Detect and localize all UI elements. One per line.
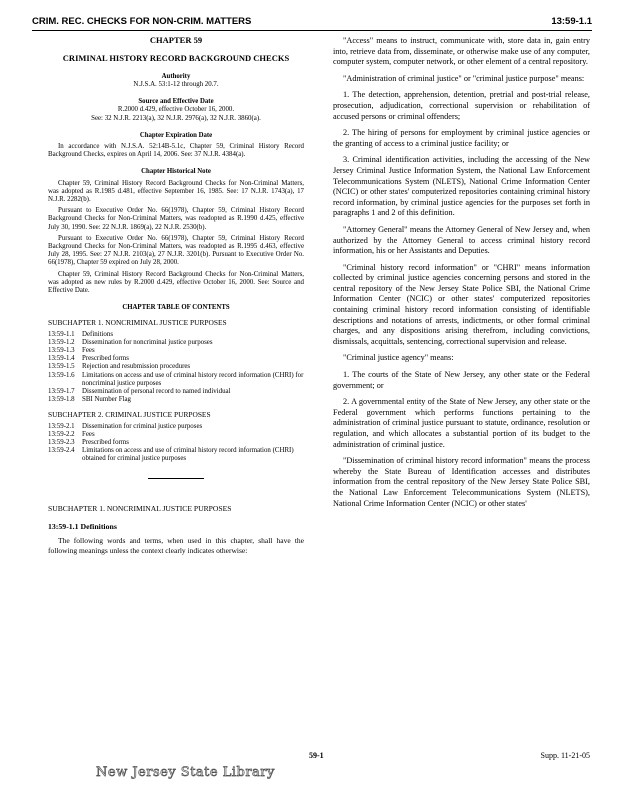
toc-item-number: 13:59-1.7	[48, 388, 75, 395]
toc-item	[48, 423, 304, 431]
toc-subchapter-2: SUBCHAPTER 2. CRIMINAL JUSTICE PURPOSES	[48, 410, 211, 420]
definition-paragraph: "Attorney General" means the Attorney General of New Jersey and, when authorized by the Attorney General to access criminal history record information, his or her Assistants and Deputies.	[333, 224, 590, 256]
toc-item-number: 13:59-1.6	[48, 371, 75, 379]
toc-subchapter-1: SUBCHAPTER 1. NONCRIMINAL JUSTICE PURPOSES	[48, 318, 227, 328]
toc-item-number: 13:59-1.2	[48, 338, 75, 346]
toc-item-number: 13:59-2.2	[48, 430, 75, 438]
historical-note-1: Chapter 59, Criminal History Record Background Checks for Non-Criminal Matters, was adopted as R.1985 d.481, effective September 16, 1985. See: 17 N.J.R. 1743(a), 17 N.J.R. 2282(b).	[48, 179, 304, 203]
toc-item	[48, 331, 304, 339]
toc-item	[48, 388, 304, 396]
definition-paragraph: "Administration of criminal justice" or "criminal justice purpose" means:	[343, 73, 585, 83]
toc-item-title: Dissemination of personal record to named individual	[82, 388, 231, 395]
toc-item-title: Fees	[82, 430, 95, 438]
definition-paragraph: 2. A governmental entity of the State of New Jersey, any other state or the Federal government which performs functions pertaining to the administration of criminal justice pursuant to statute, ordinance, resolution or regulation, and which allocates a substantial portion of its budget to the administration of criminal justice.	[333, 397, 590, 449]
toc-item-title: Fees	[82, 346, 95, 354]
toc-subchapter-2-list	[48, 423, 304, 464]
subchapter-1-heading: SUBCHAPTER 1. NONCRIMINAL JUSTICE PURPOSES	[48, 503, 232, 513]
library-watermark: New Jersey State Library	[96, 765, 275, 780]
running-header	[32, 14, 592, 31]
definition-paragraph: 3. Criminal identification activities, including the accessing of the New Jersey Criminal Justice Information System, the National Law Enforcement Telecommunications System (NLETS), National Crime Information Center (NCIC) or other states' computerized repositories containing criminal history record information, by criminal justice agencies for the purposes set forth in paragraphs 1 and 2 of this definition.	[333, 155, 590, 218]
definition-paragraph: "Dissemination of criminal history record information" means the process whereby the State Bureau of Identification accesses and distributes information from the central repository of the New Jersey State Police SBI, the National Law Enforcement Telecommunications System (NLETS), National Crime Information Center (NCIC) or other states'	[333, 456, 590, 508]
toc-item	[48, 439, 304, 447]
toc-item-number: 13:59-1.5	[48, 363, 75, 371]
expiration-heading: Chapter Expiration Date	[139, 131, 213, 139]
toc-item-number: 13:59-1.4	[48, 355, 75, 363]
toc-item-title: Rejection and resubmission procedures	[82, 363, 191, 371]
left-column	[48, 36, 304, 556]
definition-paragraph: "Access" means to instruct, communicate with, store data in, gain entry into, retrieve data from, disseminate, or otherwise make use of any computer, computer system, computer network, or other element of a central repository.	[333, 36, 590, 67]
source-heading: Source and Effective Date	[138, 98, 214, 106]
definition-paragraph: 2. The hiring of persons for employment by criminal justice agencies or the granting of access to a criminal justice facility; or	[333, 128, 590, 148]
expiration-text: In accordance with N.J.S.A. 52:14B-5.1c, Chapter 59, Criminal History Record Background Checks, expires on April 14, 2006. See: 37 N.J.R. 4384(a).	[48, 142, 304, 159]
toc-item-title: Dissemination for noncriminal justice purposes	[82, 338, 213, 346]
historical-note-heading: Chapter Historical Note	[141, 168, 211, 176]
authority-heading: Authority	[161, 72, 191, 80]
source-line-2: See: 32 N.J.R. 2213(a), 32 N.J.R. 2976(a), 32 N.J.R. 3860(a).	[91, 114, 261, 122]
toc-item	[48, 339, 304, 347]
toc-item-number: 13:59-1.8	[48, 396, 75, 404]
toc-item	[48, 355, 304, 363]
historical-note-3: Pursuant to Executive Order No. 66(1978), Chapter 59, Criminal History Record Background Checks for Non-Criminal Matters, was readopted as R.1995 d.463, effective July 28, 1995. See: 27 N.J.R. 2103(a), 27 N.J.R. 3201(b). Pursuant to Executive Order No. 66(1978), Chapter 59 expired on July 28, 2000.	[48, 234, 304, 267]
historical-note-4: Chapter 59, Criminal History Record Background Checks for Non-Criminal Matters, was adopted as new rules by R.2000 d.429, effective October 16, 2000. See: Source and Effective Date.	[48, 270, 304, 294]
toc-item	[48, 396, 304, 404]
source-line-1: R.2000 d.429, effective October 16, 2000.	[117, 106, 235, 114]
chapter-number: CHAPTER 59	[149, 35, 203, 45]
toc-subchapter-1-list	[48, 331, 304, 405]
toc-item-title: Definitions	[82, 330, 114, 338]
authority-text: N.J.S.A. 53:1-12 through 20.7.	[133, 80, 219, 88]
section-heading: 13:59-1.1 Definitions	[48, 521, 117, 531]
toc-item	[48, 431, 304, 439]
toc-item-number: 13:59-1.1	[48, 330, 75, 338]
historical-note-2: Pursuant to Executive Order No. 66(1978), Chapter 59, Criminal History Record Background Checks for Non-Criminal Matters, was readopted as R.1990 d.425, effective July 30, 1990. See: 22 N.J.R. 1869(a), 22 N.J.R. 2530(b).	[48, 207, 304, 231]
header-title: CRIM. REC. CHECKS FOR NON-CRIM. MATTERS	[32, 16, 252, 27]
definition-paragraph: "Criminal justice agency" means:	[343, 353, 454, 363]
toc-item-number: 13:59-1.3	[48, 346, 75, 354]
chapter-title: CRIMINAL HISTORY RECORD BACKGROUND CHECKS	[62, 53, 290, 64]
toc-item	[48, 363, 304, 371]
toc-item	[48, 372, 304, 388]
toc-item-title: SBI Number Flag	[82, 396, 131, 404]
right-column	[333, 36, 590, 515]
toc-item-title: Prescribed forms	[82, 439, 129, 447]
supplement-date: Supp. 11-21-05	[540, 751, 590, 760]
page-number: 59-1	[309, 751, 324, 760]
toc-item-title: Limitations on access and use of criminal history record information (CHRI) for noncriminal justice purposes	[82, 371, 304, 387]
toc-item-title: Dissemination for criminal justice purposes	[82, 422, 203, 430]
toc-item-number: 13:59-2.1	[48, 422, 75, 430]
toc-item-number: 13:59-2.4	[48, 447, 75, 455]
definition-paragraph: "Criminal history record information" or "CHRI" means information collected by criminal justice agencies concerning persons and stored in the central repository of the New Jersey State Police SBI, the National Crime Information Center (NCIC) or other states' computerized repositories containing criminal history record information consisting of identifiable descriptions and notations of arrests, indictments, or other formal criminal charges, and any dispositions arising therefrom, including convictions, dismissals, acquittals, sentencing, correctional supervision and release.	[333, 262, 590, 346]
toc-item	[48, 347, 304, 355]
section-divider	[148, 478, 204, 479]
toc-heading: CHAPTER TABLE OF CONTENTS	[122, 304, 230, 312]
definition-paragraph: 1. The detection, apprehension, detention, pretrial and post-trial release, prosecution, adjudication, correctional supervision or rehabilitation of accused persons or criminal offenders;	[333, 90, 590, 121]
header-section-number: 13:59-1.1	[551, 16, 592, 27]
toc-item-title: Limitations on access and use of criminal history record information (CHRI) obtained for criminal justice purposes	[82, 447, 294, 463]
section-intro: The following words and terms, when used in this chapter, shall have the following meanings unless the context clearly indicates otherwise:	[48, 536, 304, 556]
toc-item-number: 13:59-2.3	[48, 439, 75, 447]
definition-paragraph: 1. The courts of the State of New Jersey, any other state or the Federal government; or	[333, 370, 590, 390]
toc-item	[48, 447, 304, 463]
toc-item-title: Prescribed forms	[82, 355, 129, 363]
